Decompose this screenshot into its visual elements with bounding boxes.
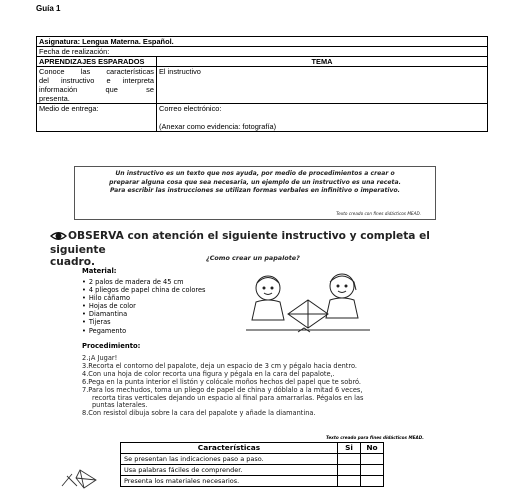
procedure-step: 7.Para los mechudos, toma un pliego de papel de china y dóblalo a la mitad 6 veces, bbox=[82, 385, 363, 394]
children-kite-illustration bbox=[238, 270, 378, 338]
table-row bbox=[121, 476, 384, 487]
definition-credit: Texto creado con fines didácticos MEAD. bbox=[336, 211, 421, 216]
learning-line: información que se bbox=[39, 85, 154, 94]
recipe-title: ¿Como crear un papalote? bbox=[206, 254, 300, 262]
table-row bbox=[121, 454, 384, 465]
materials-list bbox=[82, 278, 205, 335]
delivery-note: (Anexar como evidencia: fotografía) bbox=[159, 122, 277, 131]
procedure-step: 3.Recorta el contorno del papalote, deja un espacio de 3 cm y pégalo hacia dentro. bbox=[82, 361, 357, 370]
delivery-value: Correo electrónico: bbox=[159, 104, 222, 113]
checklist-yes-cell[interactable] bbox=[338, 454, 361, 465]
guide-title: Guía 1 bbox=[36, 4, 61, 13]
definition-line: preparar alguna cosa que sea necesaria, un ejemplo de un instructivo es una receta. bbox=[109, 178, 401, 186]
checklist-feature: Se presentan las indicaciones paso a paso. bbox=[121, 454, 338, 465]
definition-line: Un instructivo es un texto que nos ayuda, por medio de procedimientos a crear o bbox=[115, 170, 395, 177]
learning-line: presenta. bbox=[39, 94, 70, 103]
material-item: • Hilo cáñamo bbox=[82, 294, 205, 302]
material-item: • Hojas de color bbox=[82, 302, 205, 310]
topic-cell: El instructivo bbox=[157, 67, 488, 104]
definition-box bbox=[74, 166, 436, 220]
date-cell bbox=[37, 47, 488, 57]
learning-line: Conoce las características bbox=[39, 67, 154, 76]
instruction-line1: OBSERVA con atención el siguiente instructivo y completa el siguiente bbox=[50, 230, 430, 256]
checklist-header-no: No bbox=[361, 443, 384, 454]
checklist-table bbox=[120, 442, 384, 487]
procedure-steps bbox=[82, 355, 418, 418]
procedure-title: Procedimiento: bbox=[82, 342, 141, 350]
delivery-cell bbox=[157, 104, 488, 132]
checklist-yes-cell[interactable] bbox=[338, 465, 361, 476]
date-label: Fecha de realización: bbox=[39, 47, 110, 56]
header-table bbox=[36, 36, 488, 132]
subject-cell: Asignatura: Lengua Materna. Español. bbox=[37, 37, 488, 47]
checklist-header-feature: Características bbox=[121, 443, 338, 454]
materials-title: Material: bbox=[82, 267, 117, 275]
material-item: • Pegamento bbox=[82, 327, 205, 335]
material-item: • Tijeras bbox=[82, 318, 205, 326]
procedure-step: 6.Pega en la punta interior el listón y colócale moños hechos del papel que te sobró. bbox=[82, 377, 362, 386]
procedure-step: 4.Con una hoja de color recorta una figura y pégala en la cara del papalote,. bbox=[82, 369, 335, 378]
learning-cell bbox=[37, 67, 157, 104]
eye-icon bbox=[50, 231, 67, 244]
instruction-line2: cuadro. bbox=[50, 256, 96, 268]
checklist-header-yes: Si bbox=[338, 443, 361, 454]
definition-line: Para escribir las instrucciones se utilizan formas verbales en infinitivo o imperativo. bbox=[110, 187, 400, 195]
checklist-feature: Presenta los materiales necesarios. bbox=[121, 476, 338, 487]
procedure-step: puntas laterales. bbox=[92, 401, 148, 410]
checklist-no-cell[interactable] bbox=[361, 476, 384, 487]
procedure-step: 2.¡A Jugar! bbox=[82, 354, 118, 362]
delivery-label: Medio de entrega: bbox=[37, 104, 157, 132]
checklist-no-cell[interactable] bbox=[361, 454, 384, 465]
material-item: • Diamantina bbox=[82, 310, 205, 318]
material-item: • 4 pliegos de papel china de colores bbox=[82, 286, 205, 294]
material-item: • 2 palos de madera de 45 cm bbox=[82, 278, 205, 286]
learning-header: APRENDIZAJES ESPARADOS bbox=[37, 57, 157, 67]
checklist-yes-cell[interactable] bbox=[338, 476, 361, 487]
table-row bbox=[121, 465, 384, 476]
topic-header: TEMA bbox=[157, 57, 488, 67]
procedure-step: recorta tiras verticales dejando un espacio al final para amarrarlas. Pégalos en las bbox=[92, 393, 364, 402]
learning-line: del instructivo e interpreta bbox=[39, 76, 154, 85]
instruction-heading bbox=[50, 230, 450, 268]
procedure-step: 8.Con resistol dibuja sobre la cara del papalote y añade la diamantina. bbox=[82, 409, 316, 418]
recipe-credit: Texto creado para fines didácticos MEAD. bbox=[326, 435, 424, 440]
checklist-feature: Usa palabras fáciles de comprender. bbox=[121, 465, 338, 476]
checklist-no-cell[interactable] bbox=[361, 465, 384, 476]
